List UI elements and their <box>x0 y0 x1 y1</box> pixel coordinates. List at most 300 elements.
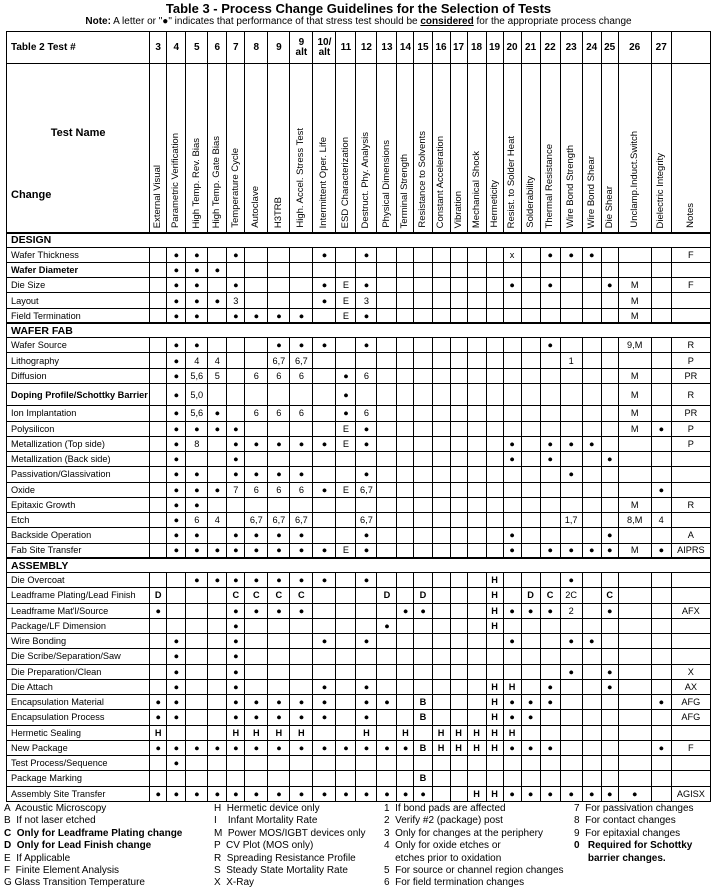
test-cell: ● <box>167 436 186 451</box>
test-cell <box>414 513 432 528</box>
notes-cell <box>671 293 710 308</box>
test-cell <box>651 771 671 786</box>
test-cell <box>414 497 432 512</box>
process-change-label: Die Size <box>7 278 150 293</box>
test-name: Resist. to Solder Heat <box>506 135 518 228</box>
test-cell <box>397 262 414 277</box>
test-cell <box>503 467 521 482</box>
test-cell <box>186 679 208 694</box>
test-cell <box>503 649 521 664</box>
test-cell <box>268 452 290 467</box>
test-cell <box>313 383 336 405</box>
test-cell <box>540 383 560 405</box>
test-cell: 3 <box>356 293 377 308</box>
test-cell <box>290 383 313 405</box>
note-dot: ● <box>162 16 169 27</box>
test-cell <box>245 634 268 649</box>
test-cell <box>521 513 540 528</box>
notes-cell <box>671 725 710 740</box>
test-cell <box>290 771 313 786</box>
test-cell: ● <box>336 368 356 383</box>
section-header: DESIGN <box>7 233 711 247</box>
test-cell <box>208 695 227 710</box>
test-cell <box>432 262 450 277</box>
test-cell <box>397 573 414 588</box>
test-cell <box>486 421 503 436</box>
test-cell: ● <box>245 543 268 558</box>
test-cell: ● <box>618 786 651 801</box>
table-row <box>7 649 711 664</box>
test-cell: ● <box>377 740 397 755</box>
test-name: Resistance to Solvents <box>416 131 428 228</box>
test-cell <box>582 293 601 308</box>
test-name: Physical Dimensions <box>380 140 392 228</box>
test-cell: ● <box>186 467 208 482</box>
test-cell <box>167 725 186 740</box>
test-number: 12 <box>356 32 377 64</box>
test-cell <box>397 664 414 679</box>
test-cell <box>377 353 397 368</box>
test-cell <box>268 634 290 649</box>
test-cell <box>618 725 651 740</box>
test-cell <box>150 543 167 558</box>
test-cell: ● <box>336 406 356 421</box>
test-cell <box>414 725 432 740</box>
test-cell <box>540 528 560 543</box>
test-cell: ● <box>227 573 245 588</box>
test-cell <box>227 338 245 353</box>
test-cell <box>450 497 467 512</box>
test-cell <box>313 421 336 436</box>
test-cell <box>150 247 167 262</box>
table-row <box>7 247 711 262</box>
test-cell <box>601 467 618 482</box>
test-cell <box>313 528 336 543</box>
test-cell <box>601 293 618 308</box>
test-cell <box>651 293 671 308</box>
test-cell: ● <box>245 603 268 618</box>
test-cell <box>208 756 227 771</box>
test-cell: ● <box>208 482 227 497</box>
legend-entry: I Infant Mortality Rate <box>214 815 318 827</box>
table-row <box>7 353 711 368</box>
test-cell: ● <box>186 278 208 293</box>
test-cell: 5,0 <box>186 383 208 405</box>
test-cell <box>582 603 601 618</box>
notes-cell: AIPRS <box>671 543 710 558</box>
test-cell: ● <box>208 786 227 801</box>
table-row <box>7 436 711 451</box>
test-name-column <box>150 64 167 234</box>
test-cell: ● <box>397 740 414 755</box>
test-cell <box>432 338 450 353</box>
test-cell: H <box>467 740 486 755</box>
test-cell <box>432 247 450 262</box>
test-cell <box>582 421 601 436</box>
test-cell: ● <box>356 786 377 801</box>
test-cell <box>167 573 186 588</box>
test-cell: D <box>414 588 432 603</box>
test-cell <box>227 353 245 368</box>
test-cell: ● <box>540 740 560 755</box>
test-cell <box>268 421 290 436</box>
test-cell <box>414 618 432 633</box>
test-cell <box>397 338 414 353</box>
legend-entry: C Only for Leadframe Plating change <box>4 827 183 839</box>
test-cell: ● <box>150 603 167 618</box>
test-cell: ● <box>227 421 245 436</box>
legend-entry: 3 Only for changes at the periphery <box>384 827 543 839</box>
test-cell <box>432 603 450 618</box>
test-cell: ● <box>601 679 618 694</box>
test-cell <box>467 664 486 679</box>
test-cell <box>208 452 227 467</box>
notes-cell: AX <box>671 679 710 694</box>
test-cell <box>186 725 208 740</box>
test-cell <box>313 467 336 482</box>
table-row <box>7 664 711 679</box>
test-name: Hermeticity <box>488 180 500 228</box>
test-cell: H <box>486 679 503 694</box>
notes-cell <box>671 771 710 786</box>
test-number: 25 <box>601 32 618 64</box>
test-cell: 6 <box>268 406 290 421</box>
test-cell <box>450 543 467 558</box>
test-cell <box>521 543 540 558</box>
test-cell <box>313 664 336 679</box>
test-cell <box>450 528 467 543</box>
test-cell: D <box>521 588 540 603</box>
test-cell <box>582 467 601 482</box>
test-cell <box>521 573 540 588</box>
table-row <box>7 543 711 558</box>
test-cell <box>651 467 671 482</box>
test-cell <box>582 482 601 497</box>
process-change-label: Package/LF Dimension <box>7 618 150 633</box>
test-name: Thermal Resistance <box>544 143 556 228</box>
test-cell <box>336 528 356 543</box>
test-cell <box>521 383 540 405</box>
notes-cell: AGISX <box>671 786 710 801</box>
test-cell: ● <box>167 308 186 323</box>
test-cell <box>521 497 540 512</box>
table-row <box>7 710 711 725</box>
test-cell <box>377 771 397 786</box>
notes-cell: F <box>671 247 710 262</box>
test-cell <box>601 513 618 528</box>
test-cell: ● <box>377 786 397 801</box>
test-cell <box>450 353 467 368</box>
test-cell <box>377 278 397 293</box>
test-cell <box>432 649 450 664</box>
test-cell: ● <box>245 786 268 801</box>
test-cell <box>414 573 432 588</box>
test-cell <box>245 278 268 293</box>
legend-entry: S Steady State Mortality Rate <box>214 864 348 876</box>
test-cell <box>432 452 450 467</box>
legend-entry: B If not laser etched <box>4 815 96 827</box>
notes-cell <box>671 262 710 277</box>
legend-entry: etches prior to oxidation <box>384 852 502 864</box>
test-cell <box>467 338 486 353</box>
test-cell: ● <box>521 740 540 755</box>
test-cell: ● <box>313 740 336 755</box>
notes-cell: R <box>671 383 710 405</box>
test-cell <box>486 452 503 467</box>
test-cell <box>467 771 486 786</box>
test-cell <box>467 497 486 512</box>
test-cell <box>618 436 651 451</box>
test-cell <box>167 771 186 786</box>
test-cell <box>414 308 432 323</box>
test-cell <box>467 368 486 383</box>
test-cell: M <box>618 406 651 421</box>
test-cell: H <box>356 725 377 740</box>
table-row <box>7 421 711 436</box>
test-cell: ● <box>167 497 186 512</box>
test-cell <box>432 482 450 497</box>
table-row <box>7 771 711 786</box>
test-number: 17 <box>450 32 467 64</box>
test-cell: ● <box>356 278 377 293</box>
test-cell <box>432 368 450 383</box>
test-cell: ● <box>227 278 245 293</box>
test-cell: ● <box>167 338 186 353</box>
table-row <box>7 308 711 323</box>
test-cell: C <box>245 588 268 603</box>
test-cell <box>467 695 486 710</box>
test-cell <box>290 664 313 679</box>
test-cell <box>560 695 582 710</box>
test-cell <box>245 338 268 353</box>
test-number: 11 <box>336 32 356 64</box>
process-change-label: New Package <box>7 740 150 755</box>
test-cell <box>651 368 671 383</box>
test-cell: H <box>503 725 521 740</box>
legend <box>4 803 716 893</box>
test-cell <box>486 338 503 353</box>
test-cell <box>601 308 618 323</box>
test-cell: ● <box>356 308 377 323</box>
test-cell: ● <box>503 543 521 558</box>
test-cell: ● <box>377 618 397 633</box>
test-cell <box>618 618 651 633</box>
test-cell <box>521 262 540 277</box>
table-row <box>7 756 711 771</box>
test-cell: ● <box>167 293 186 308</box>
test-cell <box>150 353 167 368</box>
test-cell <box>336 618 356 633</box>
test-cell <box>397 528 414 543</box>
test-name: Intermittent Oper. Life <box>318 136 330 228</box>
test-cell <box>414 247 432 262</box>
notes-cell <box>671 618 710 633</box>
test-cell: ● <box>167 482 186 497</box>
test-cell <box>377 421 397 436</box>
test-cell: 7 <box>227 482 245 497</box>
test-cell: ● <box>186 482 208 497</box>
test-cell <box>313 513 336 528</box>
test-cell: E <box>336 308 356 323</box>
test-cell <box>397 293 414 308</box>
test-cell <box>618 482 651 497</box>
test-cell: E <box>336 436 356 451</box>
table-row <box>7 467 711 482</box>
test-cell: ● <box>150 740 167 755</box>
process-change-label: Wafer Diameter <box>7 262 150 277</box>
test-cell: ● <box>290 338 313 353</box>
test-cell <box>601 406 618 421</box>
test-cell: ● <box>268 710 290 725</box>
test-cell <box>503 308 521 323</box>
test-cell <box>377 756 397 771</box>
test-cell <box>560 528 582 543</box>
test-cell: 6 <box>356 368 377 383</box>
test-cell <box>432 756 450 771</box>
table-row <box>7 497 711 512</box>
test-cell: 5,6 <box>186 368 208 383</box>
test-cell <box>618 353 651 368</box>
process-change-label: Leadframe Mat'l/Source <box>7 603 150 618</box>
test-cell: H <box>290 725 313 740</box>
test-cell <box>450 293 467 308</box>
test-cell <box>356 452 377 467</box>
test-cell: H <box>486 725 503 740</box>
test-cell <box>486 497 503 512</box>
test-cell: M <box>618 421 651 436</box>
test-cell <box>651 756 671 771</box>
test-cell: ● <box>268 338 290 353</box>
test-cell: 6,7 <box>245 513 268 528</box>
test-cell <box>521 634 540 649</box>
test-cell <box>336 467 356 482</box>
test-name-column <box>227 64 245 234</box>
notes-cell <box>671 467 710 482</box>
test-cell <box>397 679 414 694</box>
test-cell: 6 <box>245 482 268 497</box>
test-cell <box>521 649 540 664</box>
test-cell: ● <box>521 786 540 801</box>
test-cell <box>414 421 432 436</box>
test-cell: C <box>601 588 618 603</box>
test-cell <box>540 710 560 725</box>
test-cell <box>336 634 356 649</box>
test-cell: ● <box>313 679 336 694</box>
notes-cell: X <box>671 664 710 679</box>
test-cell <box>397 383 414 405</box>
test-cell <box>432 634 450 649</box>
test-cell <box>651 338 671 353</box>
test-cell <box>521 436 540 451</box>
test-cell: ● <box>503 452 521 467</box>
test-cell <box>486 482 503 497</box>
test-cell <box>521 467 540 482</box>
test-cell: ● <box>503 634 521 649</box>
test-cell <box>150 406 167 421</box>
notes-cell <box>671 634 710 649</box>
process-change-label: Oxide <box>7 482 150 497</box>
test-cell <box>486 262 503 277</box>
test-name-column <box>486 64 503 234</box>
test-cell: 6,7 <box>356 482 377 497</box>
test-cell <box>397 436 414 451</box>
process-change-label: Diffusion <box>7 368 150 383</box>
table-row <box>7 482 711 497</box>
test-cell: ● <box>651 482 671 497</box>
test-cell <box>601 338 618 353</box>
test-cell <box>601 353 618 368</box>
test-cell <box>356 588 377 603</box>
test-cell <box>582 528 601 543</box>
test-cell <box>150 293 167 308</box>
test-cell <box>560 482 582 497</box>
test-cell <box>377 293 397 308</box>
test-cell: ● <box>290 710 313 725</box>
test-cell <box>377 725 397 740</box>
test-cell <box>467 573 486 588</box>
test-cell <box>397 406 414 421</box>
test-cell: ● <box>560 786 582 801</box>
test-cell: ● <box>227 618 245 633</box>
test-cell: H <box>150 725 167 740</box>
test-cell: ● <box>582 786 601 801</box>
test-cell <box>618 634 651 649</box>
test-cell <box>651 278 671 293</box>
legend-entry: H Hermetic device only <box>214 803 320 814</box>
test-cell: 6 <box>245 406 268 421</box>
test-cell <box>245 771 268 786</box>
test-cell: ● <box>227 543 245 558</box>
test-cell: ● <box>167 513 186 528</box>
notes-cell: P <box>671 421 710 436</box>
legend-entry: M Power MOS/IGBT devices only <box>214 827 366 839</box>
test-cell: ● <box>245 710 268 725</box>
test-cell: ● <box>313 573 336 588</box>
test-cell: ● <box>227 649 245 664</box>
test-cell <box>377 436 397 451</box>
test-cell <box>414 278 432 293</box>
test-cell <box>414 634 432 649</box>
test-cell: ● <box>290 436 313 451</box>
test-cell: ● <box>227 308 245 323</box>
test-cell <box>467 618 486 633</box>
test-cell <box>245 497 268 512</box>
section-header: WAFER FAB <box>7 323 711 337</box>
test-cell <box>540 618 560 633</box>
test-cell <box>560 497 582 512</box>
test-name: ESD Characterization <box>339 136 351 228</box>
test-cell: 6 <box>245 368 268 383</box>
test-cell: H <box>486 603 503 618</box>
test-cell: ● <box>540 603 560 618</box>
test-cell <box>486 771 503 786</box>
table-row <box>7 528 711 543</box>
test-cell <box>336 353 356 368</box>
test-cell <box>208 247 227 262</box>
test-name-label: Test Name <box>50 127 106 139</box>
test-cell <box>377 467 397 482</box>
test-cell: ● <box>540 695 560 710</box>
test-number: 13 <box>377 32 397 64</box>
test-cell: ● <box>290 786 313 801</box>
test-cell: ● <box>227 634 245 649</box>
test-cell: ● <box>651 543 671 558</box>
test-cell: ● <box>208 421 227 436</box>
test-cell <box>450 603 467 618</box>
test-cell <box>467 756 486 771</box>
test-cell <box>414 528 432 543</box>
test-cell <box>377 649 397 664</box>
